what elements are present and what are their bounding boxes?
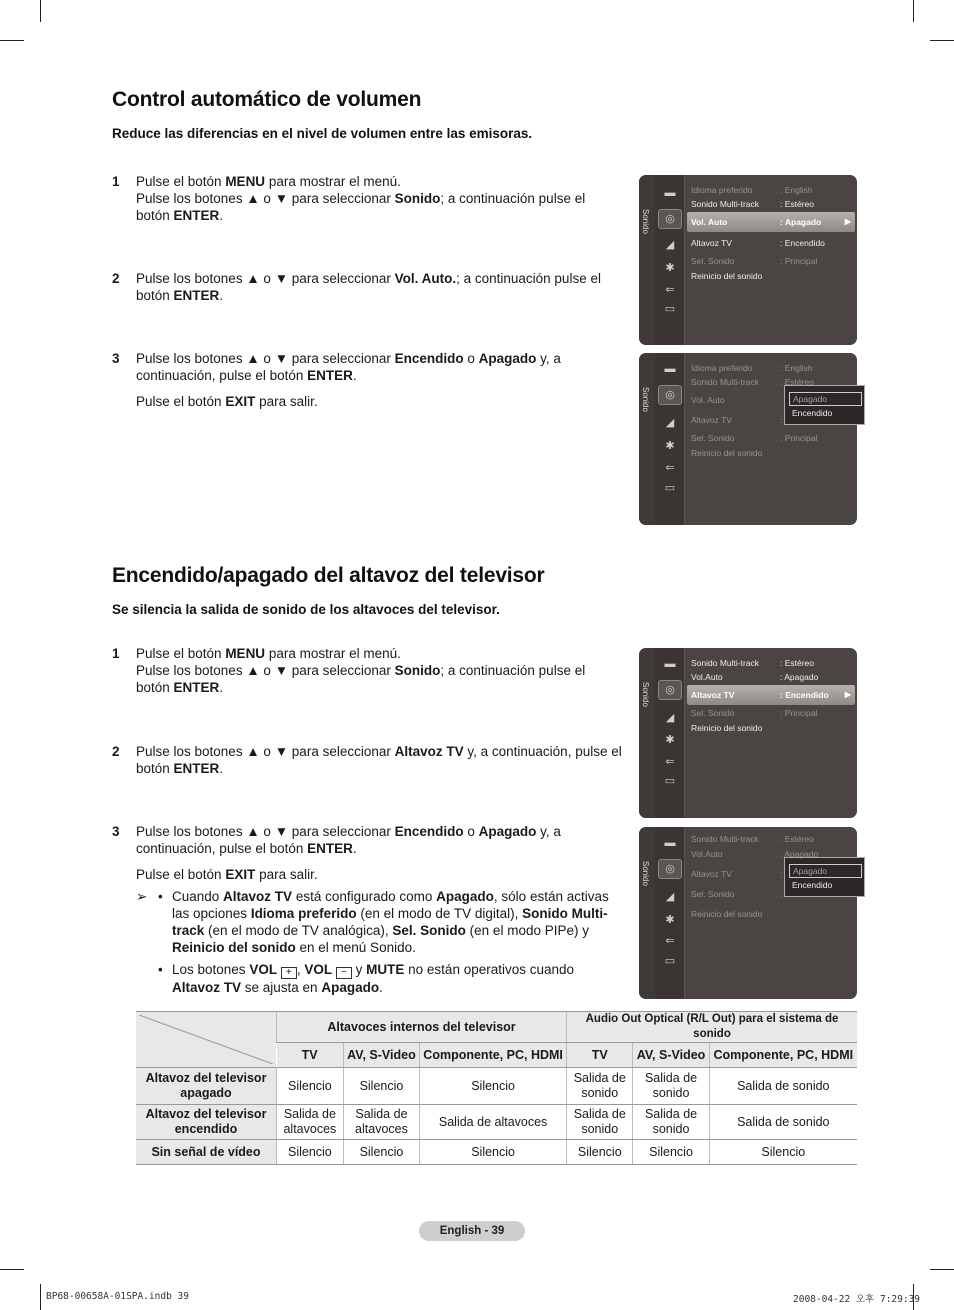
osd-item-value: : Encendido (780, 238, 825, 248)
osd-menu-label: Sonido (641, 387, 650, 412)
osd-menu-item[interactable] (691, 197, 855, 211)
osd-item-label: Sel. Sonido (691, 256, 735, 266)
note-text: Los botones VOL + , VOL − y MUTE no están operativos cuando Altavoz TV se ajusta en Apagado. (172, 962, 575, 995)
osd-menu-item[interactable] (691, 670, 855, 684)
osd-item-label: Vol. Auto (691, 395, 725, 405)
osd-item-label: Altavoz TV (691, 869, 732, 879)
osd-item-value: : Estéreo (780, 377, 815, 387)
osd-item-value: : Estéreo (780, 658, 815, 668)
chevron-right-icon: ▶ (844, 690, 851, 699)
osd-menu-label: Sonido (641, 682, 650, 707)
table-cell: Salida de sonido (567, 1105, 633, 1140)
section1-lead: Reduce las diferencias en el nivel de volumen entre las emisoras. (112, 126, 533, 141)
osd-item-value: : (780, 869, 783, 879)
osd-menu-item[interactable] (691, 254, 855, 268)
osd-icon-column (655, 353, 685, 525)
osd-item-value: : English (780, 185, 813, 195)
table-cell: Salida de altavoces (277, 1105, 344, 1140)
osd-menu-item[interactable] (691, 832, 855, 846)
sound-icon[interactable]: ◎ (658, 209, 682, 229)
osd-item-label: Vol.Auto (691, 672, 723, 682)
osd-item-label: Sonido Multi-track (691, 377, 760, 387)
step-text: Pulse los botones ▲ o ▼ para seleccionar Altavoz TV y, a continuación, pulse el botón ENTER. (136, 744, 622, 776)
option-apagado[interactable]: Apagado (789, 864, 862, 878)
table-cell: Silencio (343, 1068, 419, 1105)
option-encendido[interactable]: Encendido (792, 408, 833, 418)
step-text: Pulse los botones ▲ o ▼ para seleccionar Vol. Auto.; a continuación pulse el botón ENTER. (136, 271, 601, 303)
corner-diagonal (139, 1015, 273, 1064)
setup-icon[interactable]: ✱ (665, 914, 675, 926)
table-cell: Salida de sonido (633, 1105, 709, 1140)
osd-item-label: Idioma preferido (691, 363, 753, 373)
osd-item-value: : Estéreo (780, 834, 815, 844)
picture-icon[interactable]: ▬ (664, 658, 676, 670)
subheader: AV, S-Video (343, 1043, 419, 1068)
note-1 (136, 888, 622, 956)
table-cell: Silencio (277, 1140, 344, 1165)
section1-title: Control automático de volumen (112, 88, 422, 111)
sound-icon[interactable]: ◎ (658, 680, 682, 700)
osd-screen-3 (639, 648, 857, 818)
note-2 (136, 961, 622, 996)
osd-item-value: : Principal (780, 708, 818, 718)
section2-step-3 (112, 823, 622, 857)
subheader: TV (277, 1043, 344, 1068)
osd-item-value: : Principal (780, 433, 818, 443)
crop-mark (930, 40, 954, 41)
osd-item-label: Reinicio del sonido (691, 909, 763, 919)
osd-menu-item[interactable] (691, 656, 855, 670)
step-number: 1 (112, 174, 120, 189)
section2-title: Encendido/apagado del altavoz del televisor (112, 564, 545, 587)
setup-icon[interactable]: ✱ (665, 440, 675, 452)
step-number: 1 (112, 646, 120, 661)
input-icon[interactable]: ⇐ (665, 756, 675, 768)
crop-mark (0, 40, 24, 41)
osd-menu-item[interactable] (691, 706, 855, 720)
osd-item-label: Sel. Sonido (691, 889, 735, 899)
option-encendido[interactable]: Encendido (792, 880, 833, 890)
osd-icon-column (655, 648, 685, 818)
osd-menu-item[interactable] (687, 212, 855, 232)
exit-text: Pulse el botón EXIT para salir. (136, 394, 318, 409)
osd-icon-column (655, 175, 685, 345)
section2-step-1 (112, 645, 622, 696)
table-cell: Silencio (709, 1140, 857, 1165)
osd-item-value: : Principal (780, 256, 818, 266)
option-apagado[interactable]: Apagado (789, 392, 862, 406)
osd-item-label: Idioma preferido (691, 185, 753, 195)
osd-item-value: : Apagado (780, 217, 822, 227)
print-slug-left: BP68-00658A-01SPA.indb 39 (46, 1291, 189, 1302)
osd-menu-item[interactable] (691, 269, 855, 283)
osd-item-label: Sonido Multi-track (691, 834, 760, 844)
application-icon[interactable]: ▭ (664, 303, 676, 315)
osd-item-label: Sel. Sonido (691, 433, 735, 443)
subheader: Componente, PC, HDMI (709, 1043, 857, 1068)
table-row (136, 1068, 857, 1105)
row-label: Altavoz del televisor encendido (136, 1105, 277, 1140)
table-cell: Salida de altavoces (343, 1105, 419, 1140)
step-number: 2 (112, 271, 120, 286)
sound-icon[interactable]: ◎ (658, 385, 682, 405)
osd-item-value: : Apagado (780, 672, 819, 682)
subheader: Componente, PC, HDMI (420, 1043, 567, 1068)
picture-icon[interactable]: ▬ (664, 837, 676, 849)
section1-step-3 (112, 350, 622, 384)
osd-menu-item[interactable] (691, 887, 855, 901)
step-number: 3 (112, 351, 120, 366)
application-icon[interactable]: ▭ (664, 955, 676, 967)
table-cell: Silencio (343, 1140, 419, 1165)
osd-menu-item[interactable] (691, 847, 855, 861)
channel-icon[interactable]: ◢ (665, 712, 675, 724)
section2-exit (112, 866, 622, 883)
header-audio-out-optical: Audio Out Optical (R/L Out) para el sistema de sonido (567, 1012, 857, 1043)
table-cell: Salida de sonido (567, 1068, 633, 1105)
osd-menu-item[interactable] (691, 907, 855, 921)
osd-menu-item[interactable] (691, 431, 855, 445)
chevron-right-icon: ▶ (844, 217, 851, 226)
channel-icon[interactable]: ◢ (665, 891, 675, 903)
table-corner (136, 1012, 277, 1068)
setup-icon[interactable]: ✱ (665, 734, 675, 746)
osd-item-label: Altavoz TV (691, 690, 735, 700)
crop-mark (930, 1269, 954, 1270)
table-cell: Silencio (633, 1140, 709, 1165)
table-cell: Salida de sonido (709, 1068, 857, 1105)
osd-menu-item[interactable] (691, 375, 855, 389)
note-arrow-icon: ➢ (136, 889, 148, 904)
osd-menu-item[interactable] (691, 413, 855, 427)
osd-item-value: : Apagado (780, 849, 819, 859)
table-cell: Salida de sonido (633, 1068, 709, 1105)
osd-item-label: Reinicio del sonido (691, 448, 763, 458)
step-number: 2 (112, 744, 120, 759)
crop-mark (913, 0, 914, 22)
setup-icon[interactable]: ✱ (665, 262, 675, 274)
osd-item-label: Sel. Sonido (691, 708, 735, 718)
table-cell: Silencio (567, 1140, 633, 1165)
osd-item-label: Sonido Multi-track (691, 199, 760, 209)
osd-item-label: Vol.Auto (691, 849, 723, 859)
crop-mark (40, 1284, 41, 1310)
row-label: Sin señal de vídeo (136, 1140, 277, 1165)
speaker-output-table (136, 1011, 857, 1165)
section2-lead: Se silencia la salida de sonido de los altavoces del televisor. (112, 602, 500, 617)
osd-item-label: Reinicio del sonido (691, 271, 763, 281)
subheader: AV, S-Video (633, 1043, 709, 1068)
osd-item-value: : English (780, 363, 813, 373)
input-icon[interactable]: ⇐ (665, 462, 675, 474)
osd-screen-1 (639, 175, 857, 345)
picture-icon[interactable]: ▬ (664, 187, 676, 199)
bullet: • (158, 962, 163, 977)
osd-menu-label: Sonido (641, 209, 650, 234)
channel-icon[interactable]: ◢ (665, 417, 675, 429)
crop-mark (40, 0, 41, 22)
osd-screen-4 (639, 827, 857, 999)
osd-menu-label: Sonido (641, 861, 650, 886)
row-label: Altavoz del televisor apagado (136, 1068, 277, 1105)
step-text: Pulse los botones ▲ o ▼ para seleccionar Encendido o Apagado y, a continuación, pulse el botón ENTER. (136, 824, 561, 856)
step-text: Pulse el botón MENU para mostrar el menú. Pulse los botones ▲ o ▼ para seleccionar Sonido; a continuación pulse el botón ENTER. (136, 174, 586, 223)
page-number-badge: English - 39 (419, 1221, 525, 1241)
osd-icon-column (655, 827, 685, 999)
osd-item-value: : Estéreo (780, 199, 815, 209)
osd-item-label: Altavoz TV (691, 415, 732, 425)
crop-mark (0, 1269, 24, 1270)
channel-icon[interactable]: ◢ (665, 239, 675, 251)
section1-exit (112, 393, 622, 410)
bullet: • (158, 889, 163, 904)
osd-menu-item[interactable] (691, 446, 855, 460)
sound-icon[interactable]: ◎ (658, 859, 682, 879)
picture-icon[interactable]: ▬ (664, 363, 676, 375)
table-cell: Silencio (420, 1140, 567, 1165)
osd-menu-item[interactable] (691, 236, 855, 250)
step-text: Pulse el botón MENU para mostrar el menú. Pulse los botones ▲ o ▼ para seleccionar Sonido; a continuación pulse el botón ENTER. (136, 646, 586, 695)
section1-step-1 (112, 173, 622, 224)
table-cell: Salida de sonido (709, 1105, 857, 1140)
section2-step-2 (112, 743, 622, 777)
table-cell: Silencio (420, 1068, 567, 1105)
osd-item-value: : (780, 415, 783, 425)
osd-menu-item[interactable] (691, 393, 855, 407)
osd-item-label: Altavoz TV (691, 238, 732, 248)
osd-menu-item[interactable] (691, 721, 855, 735)
osd-item-value: : Encendido (780, 690, 829, 700)
subheader: TV (567, 1043, 633, 1068)
osd-menu-item[interactable] (691, 867, 855, 881)
note-text: Cuando Altavoz TV está configurado como Apagado, sólo están activas las opciones Idioma preferido (en el modo de TV digital), Sonido Multi-track (en el modo de TV analógica), Sel. Sonido (en el modo PIPe) y Reinicio del sonido en el menú Sonido. (172, 889, 609, 955)
osd-item-value: : (780, 889, 783, 899)
application-icon[interactable]: ▭ (664, 775, 676, 787)
osd-menu-item[interactable] (687, 685, 855, 705)
osd-menu-item[interactable] (691, 361, 855, 375)
table-row (136, 1140, 857, 1165)
table-cell: Salida de altavoces (420, 1105, 567, 1140)
exit-text: Pulse el botón EXIT para salir. (136, 867, 318, 882)
input-icon[interactable]: ⇐ (665, 935, 675, 947)
section1-step-2 (112, 270, 622, 304)
input-icon[interactable]: ⇐ (665, 284, 675, 296)
osd-menu-item[interactable] (691, 183, 855, 197)
application-icon[interactable]: ▭ (664, 482, 676, 494)
osd-item-label: Vol. Auto (691, 217, 728, 227)
osd-screen-2 (639, 353, 857, 525)
osd-item-label: Reinicio del sonido (691, 723, 763, 733)
header-internal-speakers: Altavoces internos del televisor (277, 1012, 567, 1043)
osd-item-label: Sonido Multi-track (691, 658, 760, 668)
step-text: Pulse los botones ▲ o ▼ para seleccionar Encendido o Apagado y, a continuación, pulse el botón ENTER. (136, 351, 561, 383)
print-slug-right: 2008-04-22 오후 7:29:39 (793, 1294, 921, 1305)
table-row (136, 1105, 857, 1140)
table-cell: Silencio (277, 1068, 344, 1105)
step-number: 3 (112, 824, 120, 839)
